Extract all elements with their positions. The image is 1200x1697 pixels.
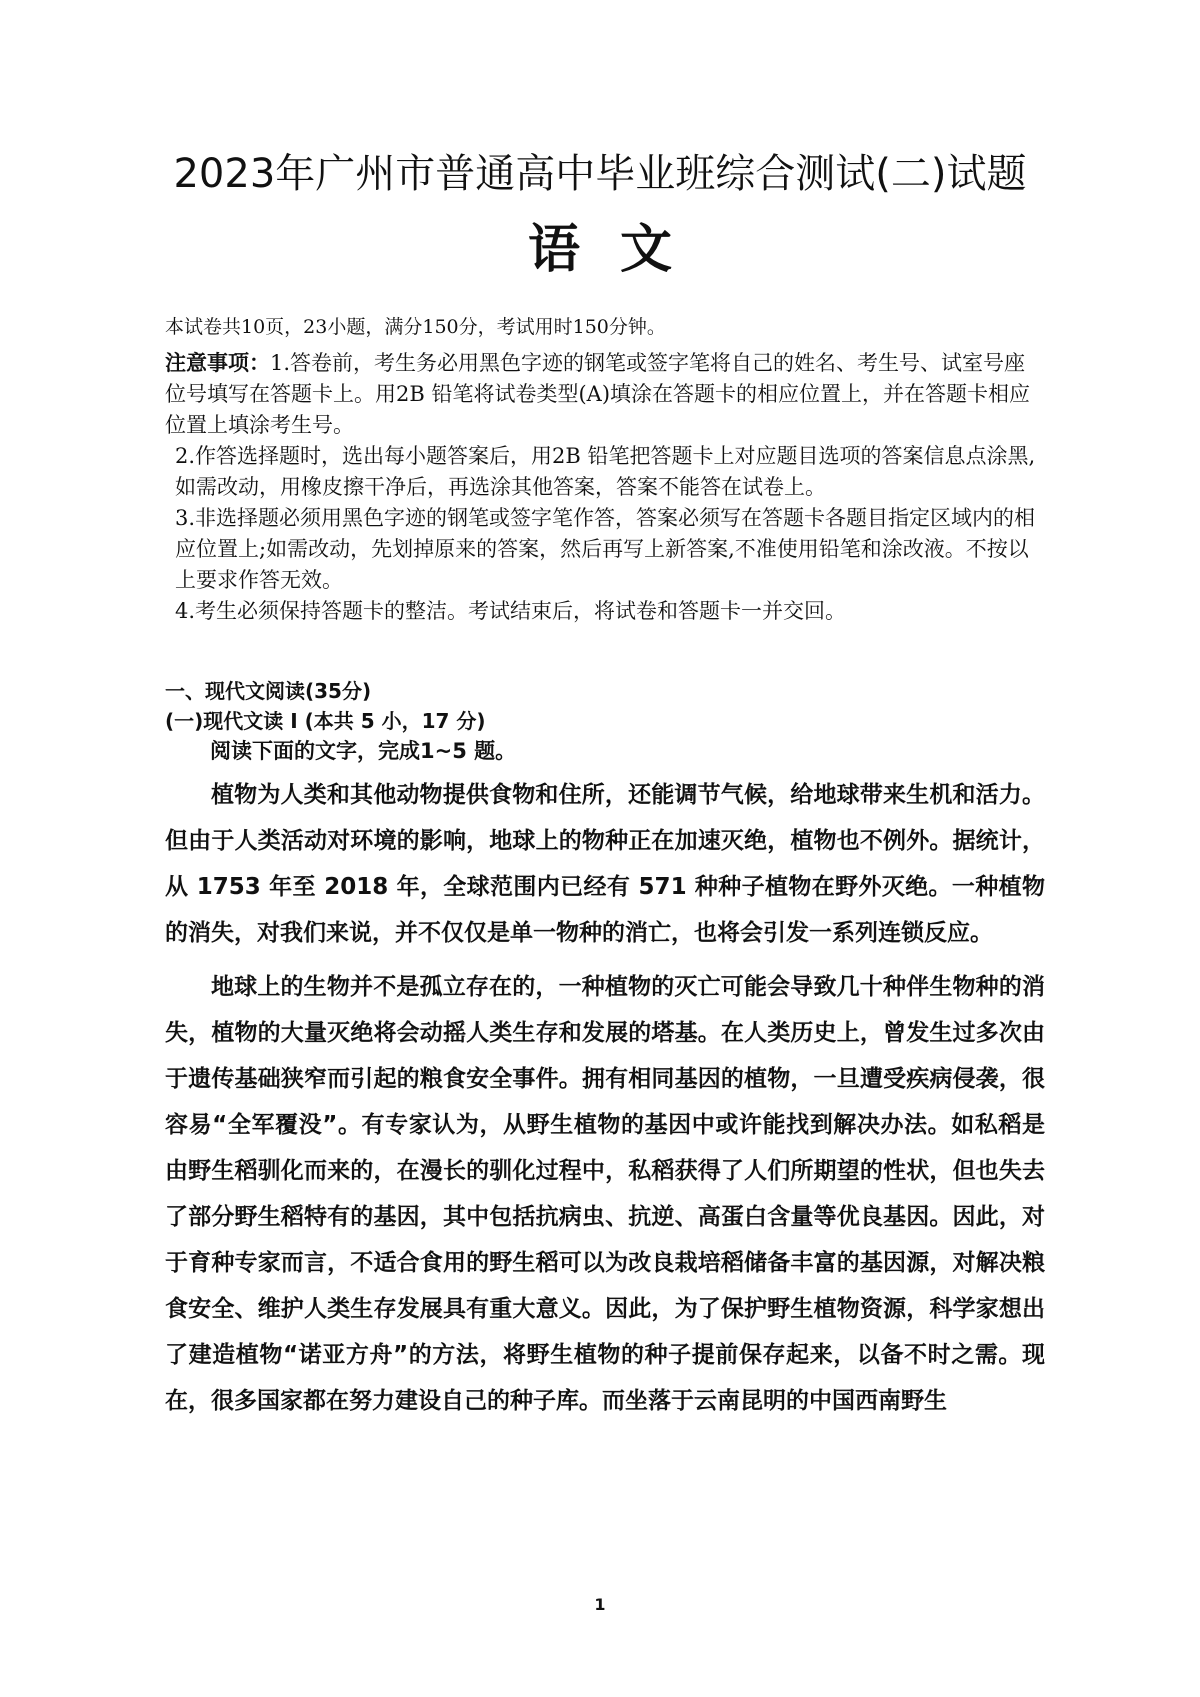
subsection-heading: (一)现代文读 I (本共 5 小，17 分) [165, 709, 486, 733]
exam-intro: 本试卷共10页，23小题，满分150分，考试用时150分钟。 [165, 316, 666, 338]
notice-block [165, 348, 1045, 627]
passage-paragraph: 地球上的生物并不是孤立存在的，一种植物的灭亡可能会导致几十种伴生物种的消失，植物的大量灭绝将会动摇人类生存和发展的塔基。在人类历史上，曾发生过多次由于遗传基础狭窄而引起的粮食安全事件。拥有相同基因的植物，一旦遭受疾病侵袭，很容易“全军覆没”。有专家认为，从野生植物的基因中或许能找到解决办法。如私稻是由野生稻驯化而来的，在漫长的驯化过程中，私稻获得了人们所期望的性状，但也失去了部分野生稻特有的基因，其中包括抗病虫、抗逆、高蛋白含量等优良基因。因此，对于育种专家而言，不适合食用的野生稻可以为改良栽培稻储备丰富的基因源，对解决粮食安全、维护人类生存发展具有重大意义。因此，为了保护野生植物资源，科学家想出了建造植物“诺亚方舟”的方法，将野生植物的种子提前保存起来，以备不时之需。现在，很多国家都在努力建设自己的种子库。而坐落于云南昆明的中国西南野生 [165, 974, 1045, 1414]
notice-item-text: 1.答卷前，考生务必用黑色字迹的钢笔或签字笔将自己的姓名、考生号、试室号座位号填写在答题卡上。用2B 铅笔将试卷类型(A)填涂在答题卡的相应位置上，并在答题卡相应位置上填涂考生号。 [165, 351, 1031, 437]
reading-instruction: 阅读下面的文字，完成1~5 题。 [210, 739, 517, 763]
notice-item: 2.作答选择题时，选出每小题答案后，用2B 铅笔把答题卡上对应题目选项的答案信息点涂黑,如需改动，用橡皮擦干净后，再选涂其他答案，答案不能答在试卷上。 [175, 444, 1036, 499]
exam-title: 2023年广州市普通高中毕业班综合测试(二)试题 [173, 151, 1027, 197]
passage-paragraph: 植物为人类和其他动物提供食物和住所，还能调节气候，给地球带来生机和活力。但由于人类活动对环境的影响，地球上的物种正在加速灭绝，植物也不例外。据统计，从 1753 年至 2018 年，全球范围内已经有 571 种种子植物在野外灭绝。一种植物的消失，对我们来说，并不仅仅是单一物种的消亡，也将会引发一系列连锁反应。 [165, 782, 1045, 946]
page-number: 1 [594, 1595, 606, 1614]
notice-item: 3.非选择题必须用黑色字迹的钢笔或签字笔作答，答案必须写在答题卡各题目指定区域内的相应位置上;如需改动，先划掉原来的答案，然后再写上新答案,不准使用铅笔和涂改液。不按以上要求作答无效。 [175, 506, 1036, 592]
notice-item: 4.考生必须保持答题卡的整洁。考试结束后，将试卷和答题卡一并交回。 [175, 599, 847, 623]
reading-passage [165, 772, 1045, 1432]
notice-label: 注意事项： [165, 351, 270, 375]
subject-title: 语文 [527, 220, 712, 280]
notice-item [165, 348, 1045, 441]
section-heading: 一、现代文阅读(35分) [165, 679, 372, 703]
